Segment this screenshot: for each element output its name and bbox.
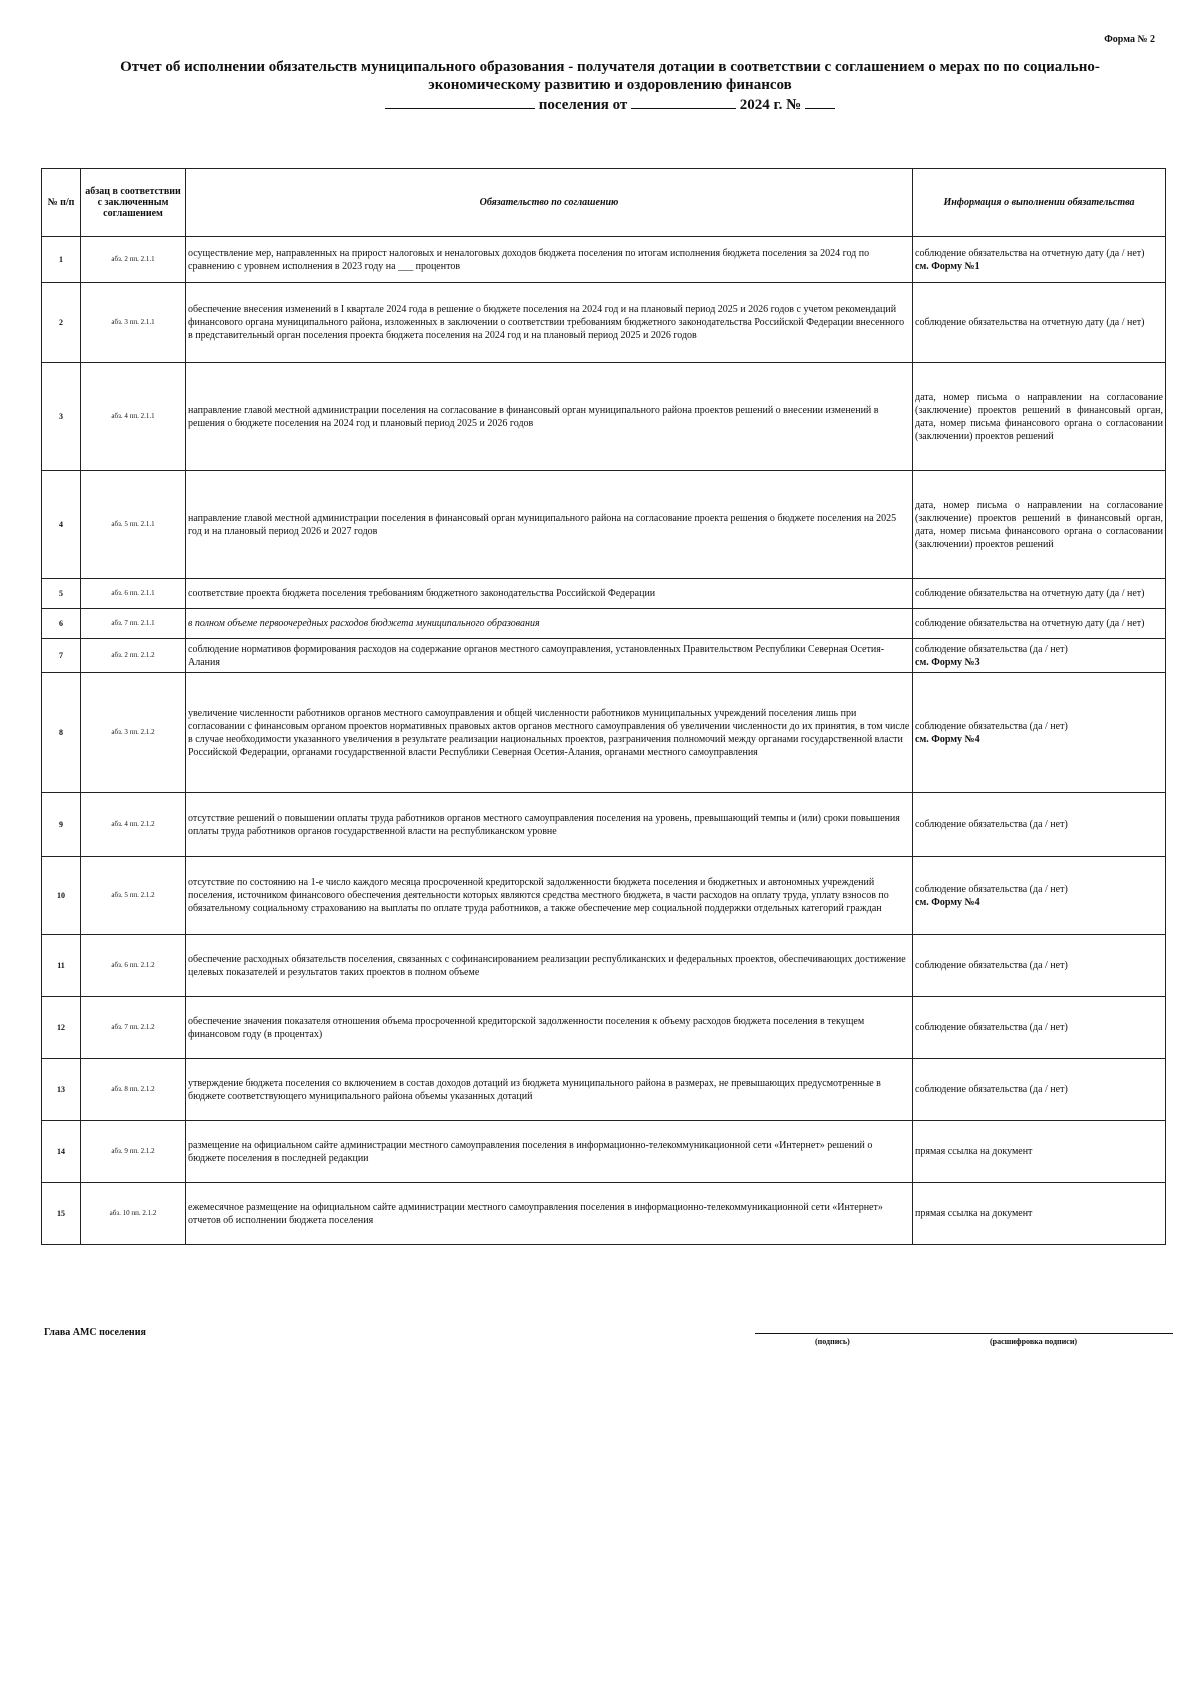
number-blank [805, 94, 835, 109]
row-info [913, 935, 1166, 997]
table-row [42, 639, 1166, 673]
row-info-text: соблюдение обязательства (да / нет) [915, 1022, 1068, 1033]
row-obligation: осуществление мер, направленных на прирост налоговых и неналоговых доходов бюджета поселения по итогам исполнения бюджета поселения за 2024 год по сравнению с уровнем исполнения в 2023 году на ___ процентов [186, 237, 913, 283]
row-number: 14 [42, 1121, 81, 1183]
row-number: 7 [42, 639, 81, 673]
date-blank [631, 94, 736, 109]
row-clause: абз. 4 пп. 2.1.2 [81, 793, 186, 857]
row-info [913, 471, 1166, 579]
row-number: 2 [42, 283, 81, 363]
row-info-text: соблюдение обязательства на отчетную дату (да / нет) [915, 317, 1145, 328]
row-number: 9 [42, 793, 81, 857]
row-form-reference: см. Форму №4 [915, 896, 980, 908]
title-line-3 [40, 94, 1180, 114]
row-number: 10 [42, 857, 81, 935]
row-info [913, 673, 1166, 793]
document-title [40, 58, 1180, 114]
row-number: 11 [42, 935, 81, 997]
row-info-text: прямая ссылка на документ [915, 1208, 1033, 1219]
row-info [913, 639, 1166, 673]
row-form-reference: см. Форму №3 [915, 656, 980, 668]
row-obligation: в полном объеме первоочередных расходов бюджета муниципального образования [186, 609, 913, 639]
row-obligation: соблюдение нормативов формирования расходов на содержание органов местного самоуправления, установленных Правительством Республики Северная Осетия-Алания [186, 639, 913, 673]
row-obligation: утверждение бюджета поселения со включением в состав доходов дотаций из бюджета муниципального района в размерах, не превышающих предусмотренные в бюджете соответствующего муниципального района объемы указанных дотаций [186, 1059, 913, 1121]
row-obligation: направление главой местной администрации поселения на согласование в финансовый орган муниципального района проектов решений о внесении изменений в решения о бюджете поселения на 2024 год и плановый период 2025 и 2026 годов [186, 363, 913, 471]
row-number: 15 [42, 1183, 81, 1245]
obligations-table [41, 168, 1166, 1245]
row-info [913, 283, 1166, 363]
row-obligation: обеспечение расходных обязательств поселения, связанных с софинансированием реализации республиканских и федеральных проектов, обеспечивающих достижение целевых показателей и результатов таких проектов в полном объеме [186, 935, 913, 997]
row-number: 12 [42, 997, 81, 1059]
row-obligation: обеспечение значения показателя отношения объема просроченной кредиторской задолженности поселения к объему расходов бюджета поселения в текущем финансовом году (в процентах) [186, 997, 913, 1059]
table-row [42, 1121, 1166, 1183]
table-row [42, 579, 1166, 609]
row-number: 1 [42, 237, 81, 283]
title-from-text: поселения от [538, 97, 628, 113]
row-number: 3 [42, 363, 81, 471]
row-info [913, 363, 1166, 471]
row-form-reference: см. Форму №4 [915, 733, 980, 745]
row-info-text: соблюдение обязательства на отчетную дату (да / нет) [915, 247, 1145, 259]
row-clause: абз. 2 пп. 2.1.2 [81, 639, 186, 673]
row-clause: абз. 8 пп. 2.1.2 [81, 1059, 186, 1121]
row-obligation: увеличение численности работников органов местного самоуправления и общей численности работников муниципальных учреждений поселения лишь при согласовании с финансовым органом проектов нормативных правовых актов органов местного самоуправления об увеличении численности до их принятия, в том числе в случае необходимости указанного увеличения в результате реализации национальных проектов, разграничения полномочий между органами государственной власти Российской Федерации, органами государственной власти Республики Северная Осетия-Алания, органами местного самоуправления [186, 673, 913, 793]
table-row [42, 471, 1166, 579]
row-obligation: размещение на официальном сайте администрации местного самоуправления поселения в информационно-телекоммуникационной сети «Интернет» решений о бюджете поселения в последней редакции [186, 1121, 913, 1183]
table-row [42, 673, 1166, 793]
title-line-1: Отчет об исполнении обязательств муниципального образования - получателя дотации в соответствии с соглашением о мерах по по социально- [120, 59, 1100, 75]
row-info [913, 237, 1166, 283]
row-clause: абз. 9 пп. 2.1.2 [81, 1121, 186, 1183]
row-clause: абз. 10 пп. 2.1.2 [81, 1183, 186, 1245]
row-clause: абз. 7 пп. 2.1.1 [81, 609, 186, 639]
row-info [913, 793, 1166, 857]
row-number: 4 [42, 471, 81, 579]
row-info-text: дата, номер письма о направлении на согласование (заключение) проектов решений в финансовый орган, дата, номер письма финансового органа о согласовании (заключении) проектов решений [915, 499, 1163, 550]
form-number-label: Форма № 2 [1104, 34, 1155, 45]
header-obligation: Обязательство по соглашению [186, 169, 913, 237]
header-num: № п/п [42, 169, 81, 237]
row-clause: абз. 7 пп. 2.1.2 [81, 997, 186, 1059]
table-row [42, 363, 1166, 471]
row-number: 13 [42, 1059, 81, 1121]
row-obligation: направление главой местной администрации поселения в финансовый орган муниципального района на согласование проекта решения о бюджете поселения на 2025 год и на плановый период 2026 и 2027 годов [186, 471, 913, 579]
row-obligation: отсутствие решений о повышении оплаты труда работников органов местного самоуправления поселения на уровень, превышающий темпы и (или) сроки повышения оплаты труда работников органов государственной власти на республиканском уровне [186, 793, 913, 857]
row-info-text: соблюдение обязательства (да / нет) [915, 720, 1068, 732]
table-row [42, 793, 1166, 857]
row-info [913, 857, 1166, 935]
row-info [913, 609, 1166, 639]
row-clause: абз. 5 пп. 2.1.1 [81, 471, 186, 579]
row-info-text: соблюдение обязательства (да / нет) [915, 1084, 1068, 1095]
row-clause: абз. 3 пп. 2.1.2 [81, 673, 186, 793]
row-info [913, 997, 1166, 1059]
table-row [42, 997, 1166, 1059]
row-obligation: соответствие проекта бюджета поселения требованиям бюджетного законодательства Российской Федерации [186, 579, 913, 609]
head-of-administration-label: Глава АМС поселения [44, 1327, 146, 1338]
row-info [913, 1121, 1166, 1183]
row-clause: абз. 4 пп. 2.1.1 [81, 363, 186, 471]
row-number: 5 [42, 579, 81, 609]
row-info [913, 1059, 1166, 1121]
row-info [913, 1183, 1166, 1245]
row-obligation: ежемесячное размещение на официальном сайте администрации местного самоуправления поселения в информационно-телекоммуникационной сети «Интернет» отчетов об исполнении бюджета поселения [186, 1183, 913, 1245]
title-year-text: 2024 г. № [739, 97, 802, 113]
table-row [42, 857, 1166, 935]
row-clause: абз. 2 пп. 2.1.1 [81, 237, 186, 283]
row-clause: абз. 3 пп. 2.1.1 [81, 283, 186, 363]
table-row [42, 935, 1166, 997]
table-row [42, 283, 1166, 363]
row-clause: абз. 6 пп. 2.1.2 [81, 935, 186, 997]
row-form-reference: см. Форму №1 [915, 260, 980, 272]
table-header-row [42, 169, 1166, 237]
row-info-text: дата, номер письма о направлении на согласование (заключение) проектов решений в финансовый орган, дата, номер письма финансового органа о согласовании (заключении) проектов решений [915, 391, 1163, 442]
row-info-text: соблюдение обязательства на отчетную дату (да / нет) [915, 588, 1145, 599]
title-line-2: экономическому развитию и оздоровлению финансов [428, 77, 792, 93]
row-number: 8 [42, 673, 81, 793]
row-clause: абз. 5 пп. 2.1.2 [81, 857, 186, 935]
row-obligation: отсутствие по состоянию на 1-е число каждого месяца просроченной кредиторской задолженности бюджета поселения и бюджетных и автономных учреждений поселения, источником финансового обеспечения деятельности которых являются средства местного бюджета, в части расходов на оплату труда, уплату взносов по обязательному социальному страхованию на выплаты по оплате труда работников, а также обеспечение мер социальной поддержки отдельных категорий граждан [186, 857, 913, 935]
header-clause: абзац в соответствии с заключенным соглашением [81, 169, 186, 237]
signature-decode-caption: (расшифровка подписи) [990, 1337, 1078, 1346]
row-info-text: прямая ссылка на документ [915, 1146, 1033, 1157]
table-row [42, 1183, 1166, 1245]
table-body [42, 237, 1166, 1245]
row-clause: абз. 6 пп. 2.1.1 [81, 579, 186, 609]
row-info-text: соблюдение обязательства (да / нет) [915, 960, 1068, 971]
table-row [42, 609, 1166, 639]
table-row [42, 1059, 1166, 1121]
signature-line [755, 1333, 1173, 1334]
signature-caption: (подпись) [815, 1337, 850, 1346]
row-info-text: соблюдение обязательства на отчетную дату (да / нет) [915, 618, 1145, 629]
row-info [913, 579, 1166, 609]
row-info-text: соблюдение обязательства (да / нет) [915, 819, 1068, 830]
row-number: 6 [42, 609, 81, 639]
settlement-name-blank [385, 94, 535, 109]
row-info-text: соблюдение обязательства (да / нет) [915, 883, 1068, 895]
row-obligation: обеспечение внесения изменений в I квартале 2024 года в решение о бюджете поселения на 2024 год и на плановый период 2025 и 2026 годов с учетом рекомендаций финансового органа муниципального района, изложенных в заключении о соответствии требованиям бюджетного законодательства Российской Федерации внесенного в представительный орган поселения проекта бюджета поселения на 2024 год и на плановый период 2025 и 2026 годов [186, 283, 913, 363]
table-row [42, 237, 1166, 283]
row-info-text: соблюдение обязательства (да / нет) [915, 643, 1068, 655]
header-info: Информация о выполнении обязательства [913, 169, 1166, 237]
